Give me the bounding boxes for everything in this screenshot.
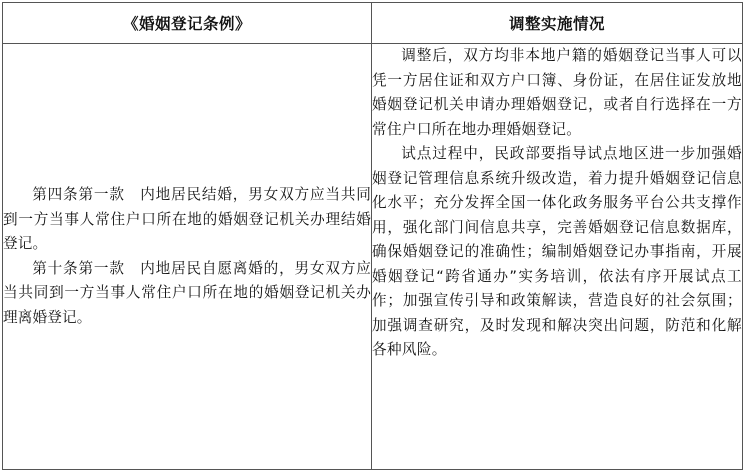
pilot-paragraph: 试点过程中，民政部要指导试点地区进一步加强婚姻登记管理信息系统升级改造，着力提升婚姻登记信息化水平；充分发挥全国一体化政务服务平台公共支撑作用，强化部门间信息共享，完善婚姻登记信息数据库，确保婚姻登记的准确性；编制婚姻登记办事指南，开展婚姻登记“跨省通办”实务培训，依法有序开展试点工作；加强宣传引导和政策解读，营造良好的社会氛围；加强调查研究，及时发现和解决突出问题，防范和化解各种风险。 (372, 145, 742, 358)
content-row (3, 44, 743, 470)
comparison-table (2, 2, 743, 470)
header-regulation: 《婚姻登记条例》 (3, 3, 372, 44)
article-10-paragraph: 第十条第一款 内地居民自愿离婚的，男女双方应当共同到一方当事人常住户口所在地的婚姻登记机关办理离婚登记。 (3, 259, 371, 326)
adjustment-cell (372, 44, 743, 470)
header-adjustment: 调整实施情况 (372, 3, 743, 44)
adjustment-paragraph: 调整后，双方均非本地户籍的婚姻登记当事人可以凭一方居住证和双方户口簿、身份证，在居住证发放地婚姻登记机关申请办理婚姻登记，或者自行选择在一方常住户口所在地办理婚姻登记。 (372, 47, 742, 138)
article-4-paragraph: 第四条第一款 内地居民结婚，男女双方应当共同到一方当事人常住户口所在地的婚姻登记机关办理结婚登记。 (3, 186, 371, 252)
header-row (3, 3, 743, 44)
regulation-cell (3, 44, 372, 470)
